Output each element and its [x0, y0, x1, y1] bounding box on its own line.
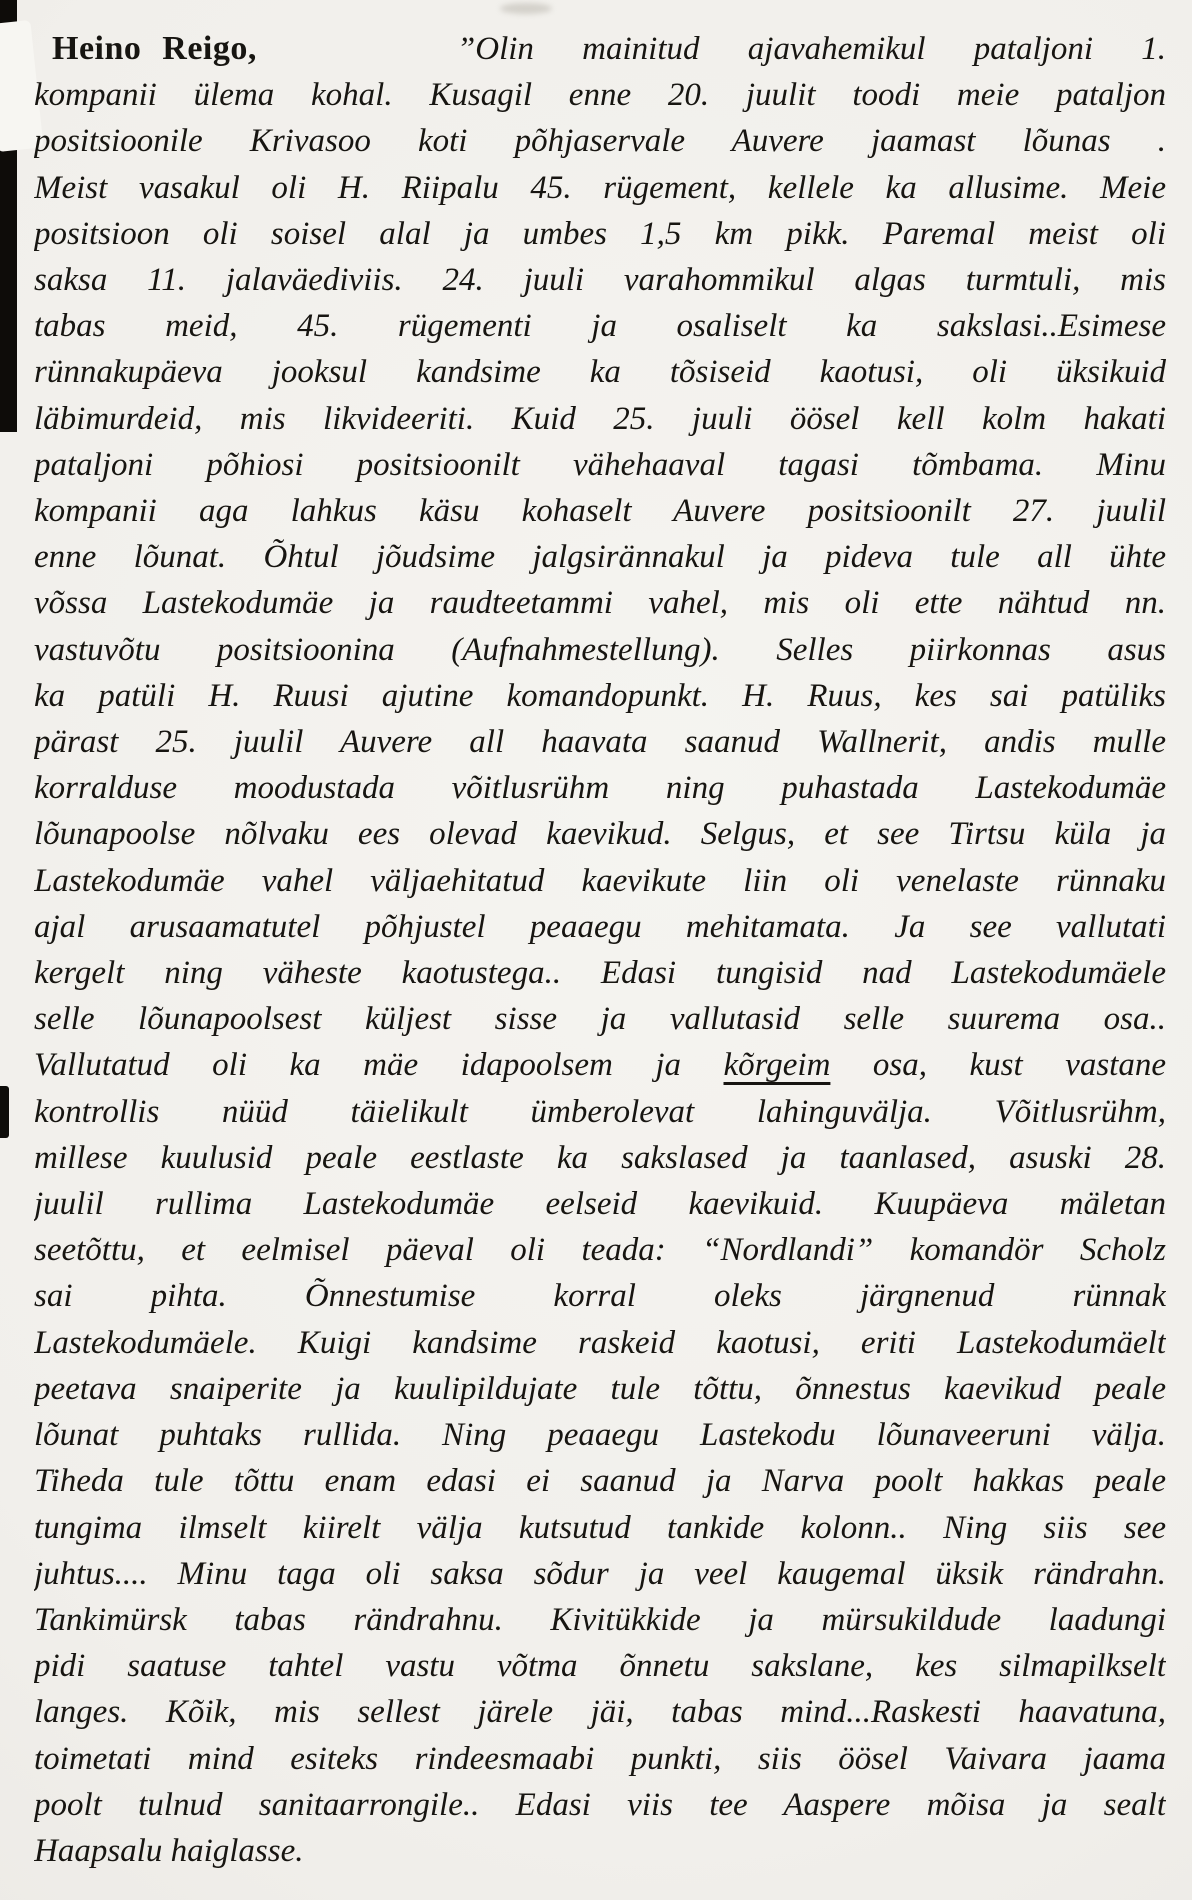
text-line: lõunat puhtaks rullida. Ning peaaegu Lastekodu lõunaveeruni välja. — [34, 1417, 1166, 1454]
text-line: poolt tulnud sanitaarrongile.. Edasi viis tee Aaspere mõisa ja sealt — [34, 1786, 1166, 1823]
text-line: korralduse moodustada võitlusrühm ning puhastada Lastekodumäe — [34, 770, 1166, 807]
text-line: pärast 25. juulil Auvere all haavata saanud Wallnerit, andis mulle — [34, 724, 1166, 761]
text-line: võssa Lastekodumäe ja raudteetammi vahel, mis oli ette nähtud nn. — [34, 585, 1166, 622]
text-lines — [34, 72, 1166, 1828]
text-line: peetava snaiperite ja kuulipildujate tule tõttu, õnnestus kaevikud peale — [34, 1370, 1166, 1407]
text-line: Lastekodumäe vahel väljaehitatud kaevikute liin oli venelaste rünnaku — [34, 862, 1166, 899]
text-line: rünnakupäeva jooksul kandsime ka tõsiseid kaotusi, oli üksikuid — [34, 354, 1166, 391]
text-line: enne lõunat. Õhtul jõudsime jalgsirännakul ja pideva tule all ühte — [34, 539, 1166, 576]
text-line: seetõttu, et eelmisel päeval oli teada: “Nordlandi” komandör Scholz — [34, 1232, 1166, 1269]
speaker-name: Heino Reigo, — [52, 30, 257, 67]
text-line: Tiheda tule tõttu enam edasi ei saanud ja Narva poolt hakkas peale — [34, 1463, 1166, 1500]
text-line: pidi saatuse tahtel vastu võtma õnnetu sakslane, kes silmapilkselt — [34, 1648, 1166, 1685]
text-line: kompanii aga lahkus käsu kohaselt Auvere positsioonilt 27. juulil — [34, 493, 1166, 530]
text-line: vastuvõtu positsioonina (Aufnahmestellung). Selles piirkonnas asus — [34, 631, 1166, 668]
text-line: Tankimürsk tabas rändrahnu. Kivitükkide ja mürsukildude laadungi — [34, 1601, 1166, 1638]
text-line: millese kuulusid peale eestlaste ka sakslased ja taanlased, asuski 28. — [34, 1139, 1166, 1176]
text-line: langes. Kõik, mis sellest järele jäi, tabas mind...Raskesti haavatuna, — [34, 1694, 1166, 1731]
text-line: ajal arusaamatutel põhjustel peaaegu mehitamata. Ja see vallutati — [34, 908, 1166, 945]
text-line: Vallutatud oli ka mäe idapoolsem ja kõrgeim osa, kust vastane — [34, 1047, 1166, 1084]
text-line: juulil rullima Lastekodumäe eelseid kaevikuid. Kuupäeva mäletan — [34, 1186, 1166, 1223]
scan-smudge — [500, 3, 552, 14]
text-line: pataljoni põhiosi positsioonilt vähehaaval tagasi tõmbama. Minu — [34, 446, 1166, 483]
text-line: positsioon oli soisel alal ja umbes 1,5 km pikk. Paremal meist oli — [34, 215, 1166, 252]
text-line: tabas meid, 45. rügementi ja osaliselt ka sakslasi..Esimese — [34, 308, 1166, 345]
text-line: positsioonile Krivasoo koti põhjaservale Auvere jaamast lõunas . — [34, 123, 1166, 160]
text-line: toimetati mind esiteks rindeesmaabi punkti, siis öösel Vaivara jaama — [34, 1740, 1166, 1777]
text-line: kontrollis nüüd täielikult ümberolevat lahinguvälja. Võitlusrühm, — [34, 1093, 1166, 1130]
quote-opening-line: ”Olin mainitud ajavahemikul pataljoni 1. — [456, 31, 1166, 67]
testimony-text — [34, 26, 1166, 1874]
text-line: Lastekodumäele. Kuigi kandsime raskeid kaotusi, eriti Lastekodumäelt — [34, 1324, 1166, 1361]
text-line: saksa 11. jalaväediviis. 24. juuli varahommikul algas turmtuli, mis — [34, 262, 1166, 299]
text-line: Meist vasakul oli H. Riipalu 45. rügement, kellele ka allusime. Meie — [34, 169, 1166, 206]
text-line: juhtus.... Minu taga oli saksa sõdur ja veel kaugemal üksik rändrahn. — [34, 1555, 1166, 1592]
text-line: kergelt ning väheste kaotustega.. Edasi tungisid nad Lastekodumäele — [34, 955, 1166, 992]
first-text-line — [34, 26, 1166, 72]
last-text-line: Haapsalu haiglasse. — [34, 1832, 304, 1869]
text-line: kompanii ülema kohal. Kusagil enne 20. juulit toodi meie pataljon — [34, 77, 1166, 114]
text-line: läbimurdeid, mis likvideeriti. Kuid 25. juuli öösel kell kolm hakati — [34, 400, 1166, 437]
text-line: sai pihta. Õnnestumise korral oleks järgnenud rünnak — [34, 1278, 1166, 1315]
text-line: lõunapoolse nõlvaku ees olevad kaevikud. Selgus, et see Tirtsu küla ja — [34, 816, 1166, 853]
text-line: tungima ilmselt kiirelt välja kutsutud tankide kolonn.. Ning siis see — [34, 1509, 1166, 1546]
text-line: ka patüli H. Ruusi ajutine komandopunkt. H. Ruus, kes sai patüliks — [34, 677, 1166, 714]
scan-edge-black-tick — [0, 1086, 9, 1138]
text-line: selle lõunapoolsest küljest sisse ja vallutasid selle suurema osa.. — [34, 1001, 1166, 1038]
